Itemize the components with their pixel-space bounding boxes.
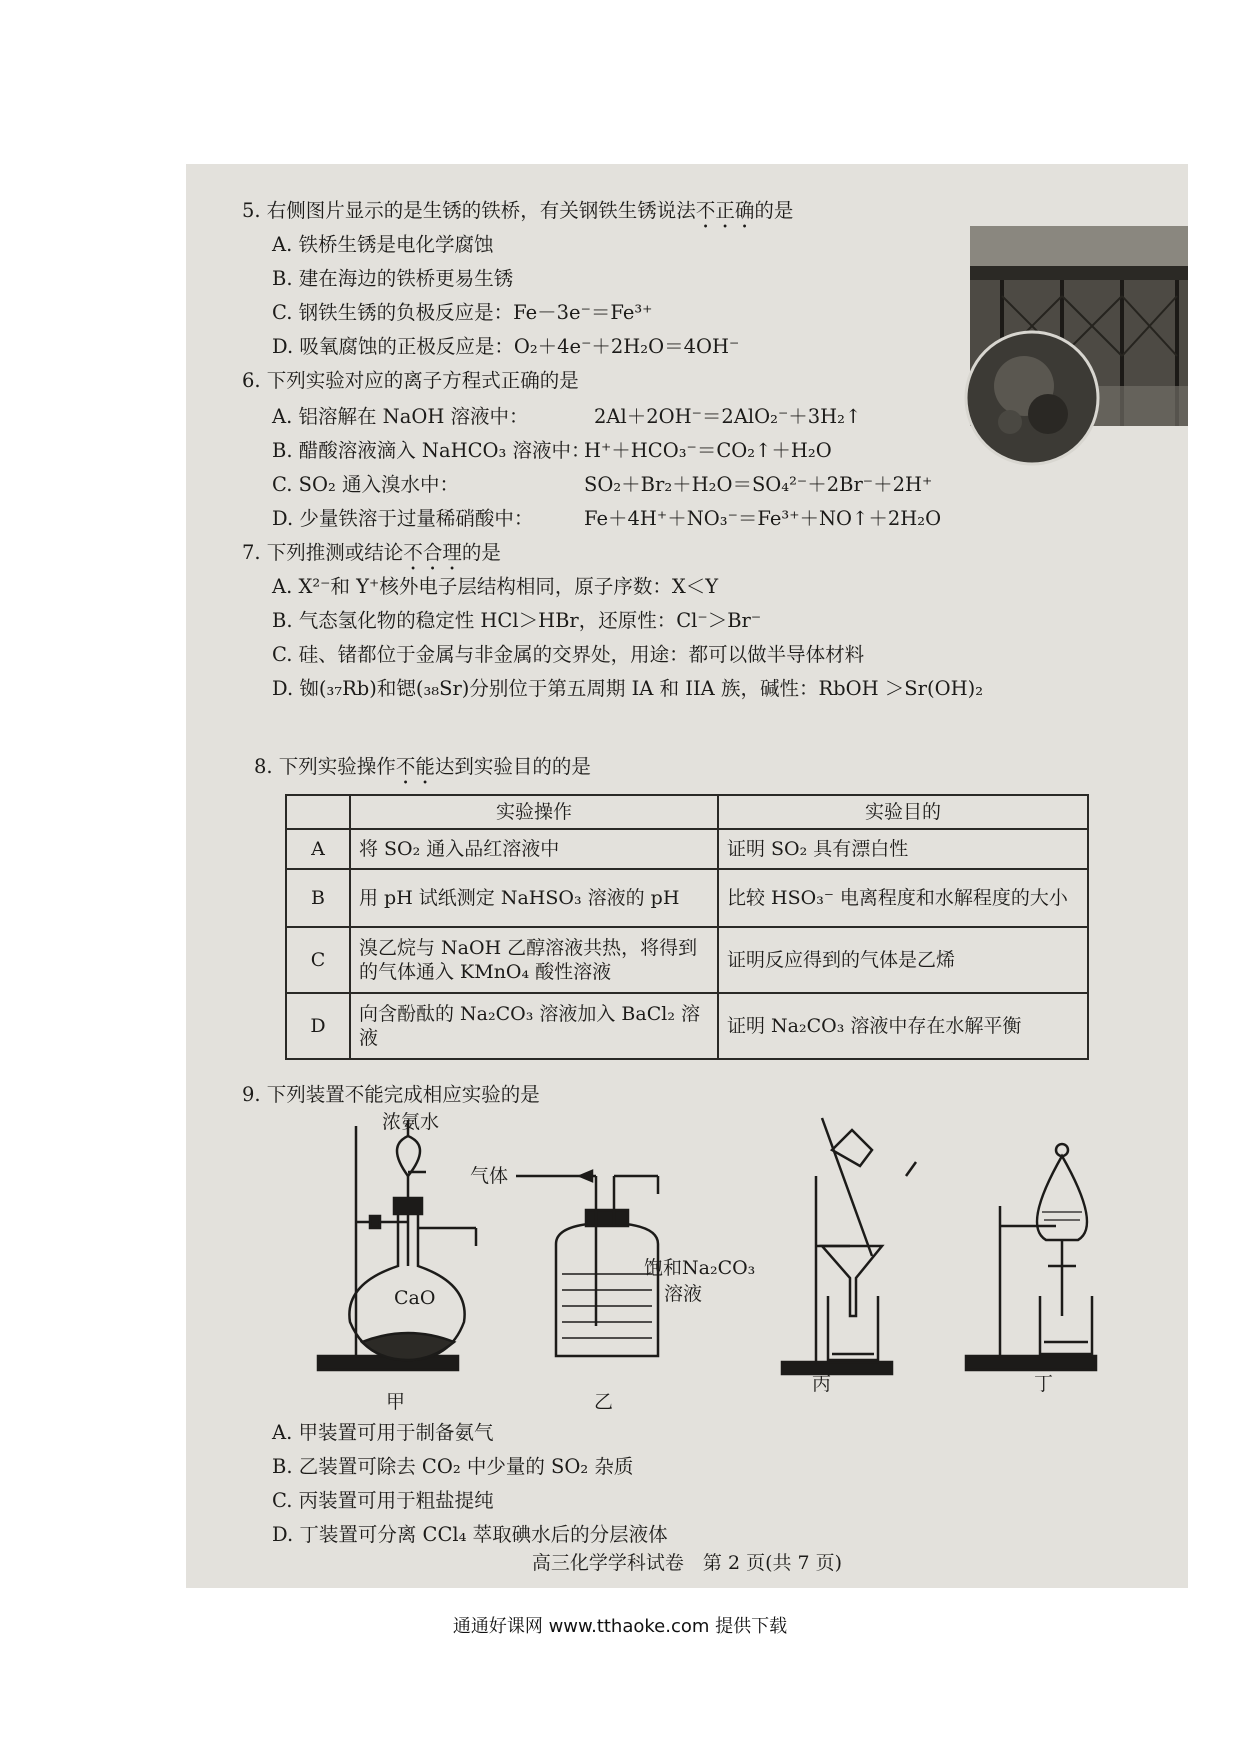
q6-option-d: D. 少量铁溶于过量稀硝酸中： bbox=[272, 507, 534, 530]
q7-stem: 7. 下列推测或结论不合理的是 bbox=[242, 541, 501, 564]
q8-experiment-table bbox=[285, 794, 1089, 1060]
apparatus-yi bbox=[516, 1171, 658, 1356]
q5-option-d: D. 吸氧腐蚀的正极反应是：O₂＋4e⁻＋2H₂O＝4OH⁻ bbox=[272, 335, 740, 358]
q9-option-a: A. 甲装置可用于制备氨气 bbox=[272, 1421, 494, 1444]
label-cao: CaO bbox=[394, 1287, 436, 1309]
label-gas: 气体 bbox=[470, 1165, 509, 1187]
row-operation: 将 SO₂ 通入品红溶液中 bbox=[350, 829, 718, 869]
q7-option-c: C. 硅、锗都位于金属与非金属的交界处，用途：都可以做半导体材料 bbox=[272, 643, 865, 666]
q5-option-b: B. 建在海边的铁桥更易生锈 bbox=[272, 267, 514, 290]
q6-option-a: A. 铝溶解在 NaOH 溶液中： bbox=[272, 405, 529, 428]
exam-page bbox=[186, 164, 1188, 1588]
q9-option-d: D. 丁装置可分离 CCl₄ 萃取碘水后的分层液体 bbox=[272, 1523, 668, 1546]
row-goal: 证明反应得到的气体是乙烯 bbox=[718, 927, 1088, 993]
q6-stem: 6. 下列实验对应的离子方程式正确的是 bbox=[242, 369, 579, 392]
label-jia: 甲 bbox=[386, 1391, 406, 1413]
row-goal: 证明 SO₂ 具有漂白性 bbox=[718, 829, 1088, 869]
q7-option-d: D. 铷(₃₇Rb)和锶(₃₈Sr)分别位于第五周期 IA 和 IIA 族，碱性：RbOH ＞Sr(OH)₂ bbox=[272, 677, 984, 700]
q6-option-b: B. 醋酸溶液滴入 NaHCO₃ 溶液中： bbox=[272, 439, 591, 462]
table-header-row bbox=[286, 795, 1088, 829]
row-operation: 用 pH 试纸测定 NaHSO₃ 溶液的 pH bbox=[350, 869, 718, 927]
row-label: D bbox=[286, 993, 350, 1059]
table-row bbox=[286, 927, 1088, 993]
table-header-goal: 实验目的 bbox=[718, 795, 1088, 829]
label-ding: 丁 bbox=[1034, 1373, 1054, 1395]
rusted-bridge-photo bbox=[962, 226, 1188, 466]
label-bing: 丙 bbox=[812, 1373, 832, 1395]
row-label: B bbox=[286, 869, 350, 927]
table-header-operation: 实验操作 bbox=[350, 795, 718, 829]
q7-option-a: A. X²⁻和 Y⁺核外电子层结构相同，原子序数：X＜Y bbox=[272, 575, 719, 598]
q6-option-c: C. SO₂ 通入溴水中： bbox=[272, 473, 459, 496]
row-label: C bbox=[286, 927, 350, 993]
q6-option-a-equation: 2Al＋2OH⁻＝2AlO₂⁻＋3H₂↑ bbox=[594, 405, 862, 428]
apparatus-ding bbox=[966, 1144, 1096, 1370]
row-operation: 溴乙烷与 NaOH 乙醇溶液共热，将得到的气体通入 KMnO₄ 酸性溶液 bbox=[350, 927, 718, 993]
label-saturated-na2co3: 饱和Na₂CO₃ bbox=[644, 1257, 756, 1279]
label-solution: 溶液 bbox=[664, 1283, 703, 1305]
download-credit: 通通好课网 www.tthaoke.com 提供下载 bbox=[452, 1616, 788, 1637]
apparatus-bing bbox=[782, 1118, 916, 1374]
q7-option-b: B. 气态氢化物的稳定性 HCl＞HBr，还原性：Cl⁻＞Br⁻ bbox=[272, 609, 762, 632]
q6-option-d-equation: Fe＋4H⁺＋NO₃⁻＝Fe³⁺＋NO↑＋2H₂O bbox=[584, 507, 942, 530]
table-row bbox=[286, 869, 1088, 927]
table-row bbox=[286, 829, 1088, 869]
page-footer: 高三化学学科试卷 第 2 页(共 7 页) bbox=[531, 1552, 843, 1574]
apparatus-jia bbox=[318, 1120, 476, 1370]
q9-stem: 9. 下列装置不能完成相应实验的是 bbox=[242, 1083, 540, 1106]
row-goal: 比较 HSO₃⁻ 电离程度和水解程度的大小 bbox=[718, 869, 1088, 927]
q9-option-c: C. 丙装置可用于粗盐提纯 bbox=[272, 1489, 494, 1512]
row-operation: 向含酚酞的 Na₂CO₃ 溶液加入 BaCl₂ 溶液 bbox=[350, 993, 718, 1059]
row-label: A bbox=[286, 829, 350, 869]
q8-stem: 8. 下列实验操作不能达到实验目的的是 bbox=[254, 755, 591, 778]
label-yi: 乙 bbox=[594, 1391, 614, 1413]
q5-option-a: A. 铁桥生锈是电化学腐蚀 bbox=[272, 233, 494, 256]
q6-option-b-equation: H⁺＋HCO₃⁻＝CO₂↑＋H₂O bbox=[584, 439, 832, 462]
q9-option-b: B. 乙装置可除去 CO₂ 中少量的 SO₂ 杂质 bbox=[272, 1455, 634, 1478]
label-ammonia: 浓氨水 bbox=[382, 1111, 440, 1133]
row-goal: 证明 Na₂CO₃ 溶液中存在水解平衡 bbox=[718, 993, 1088, 1059]
table-header-label bbox=[286, 795, 350, 829]
q6-option-c-equation: SO₂＋Br₂＋H₂O＝SO₄²⁻＋2Br⁻＋2H⁺ bbox=[584, 473, 933, 496]
table-row bbox=[286, 993, 1088, 1059]
q5-stem: 5. 右侧图片显示的是生锈的铁桥，有关钢铁生锈说法不正确的是 bbox=[242, 199, 794, 222]
q5-option-c: C. 钢铁生锈的负极反应是：Fe－3e⁻＝Fe³⁺ bbox=[272, 301, 653, 324]
